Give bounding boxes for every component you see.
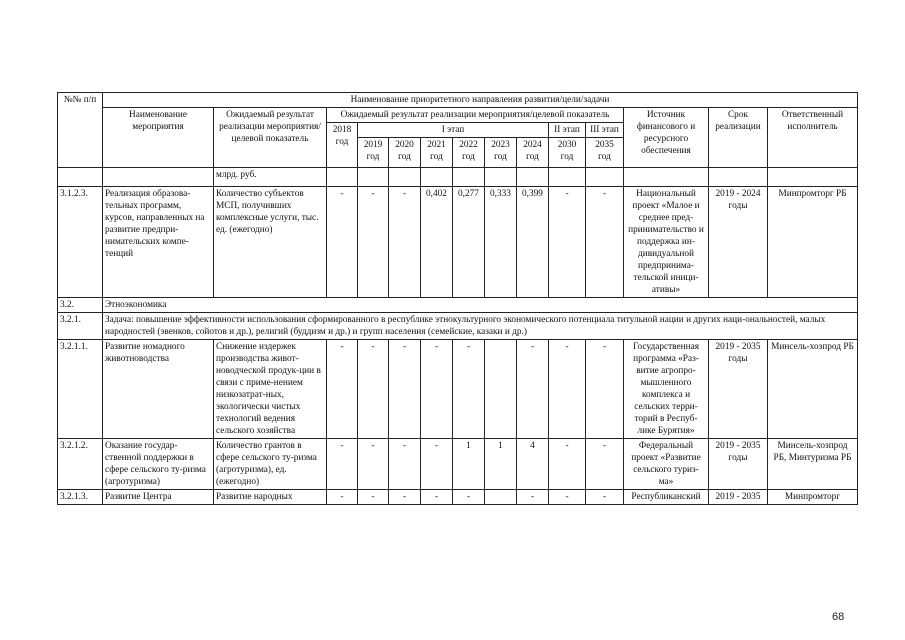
row-number: 3.2.1.3. [58, 490, 103, 505]
source-cell: Государственная программа «Раз-витие агропро-мышленного комплекса и сельских терри-торий в Респуб-лике Бурятия» [624, 340, 709, 439]
value-cell [485, 490, 517, 505]
year-header: 2022 год [453, 138, 485, 168]
section-title: Этноэкономика [103, 298, 858, 313]
indicator: Снижение издержек производства живот-новодческой продук-ции в связи с приме-нением низкозатрат-ных, экологически чистых технологий ведения сельского хозяйства [214, 340, 327, 439]
year-header: 2019 год [358, 138, 389, 168]
expected-result-header: Ожидаемый результат реализации мероприятия/целевой показатель [214, 108, 327, 168]
value-cell: - [389, 490, 421, 505]
row-number: 3.2.1.2. [58, 439, 103, 490]
value-cell: - [549, 340, 586, 439]
responsible-cell: Минсель-хозпрод РБ [768, 340, 858, 439]
year-header: 2023 год [485, 138, 517, 168]
term-cell: 2019 - 2035 [709, 490, 768, 505]
value-cell: - [389, 187, 421, 298]
value-cell: 1 [453, 439, 485, 490]
source-cell: Национальный проект «Малое и среднее пред-принимательство и поддержка ин-дивидуальной предпринима-тельской иници-ативы» [624, 187, 709, 298]
header-row-2 [58, 108, 858, 123]
event-name: Реализация образова-тельных программ, курсов, направленных на развитие предпри-нимательских компе-тенций [103, 187, 214, 298]
header-row-1 [58, 93, 858, 108]
source-cell: Федеральный проект «Развитие сельского туриз-ма» [624, 439, 709, 490]
year-header: 2024 год [517, 138, 549, 168]
value-cell: - [453, 490, 485, 505]
value-cell: - [517, 490, 549, 505]
value-cell: 4 [517, 439, 549, 490]
value-cell: - [421, 490, 453, 505]
value-cell: - [586, 439, 624, 490]
value-cell: - [389, 340, 421, 439]
value-cell: 0,399 [517, 187, 549, 298]
year-header: 2030 год [549, 138, 586, 168]
year-2018-header: 2018 год [327, 123, 358, 168]
value-cell: - [327, 187, 358, 298]
value-cell: - [549, 439, 586, 490]
stage-1-header: I этап [358, 123, 549, 138]
value-cell: - [358, 340, 389, 439]
row-number: 3.1.2.3. [58, 187, 103, 298]
value-cell: - [358, 187, 389, 298]
table-row [58, 187, 858, 298]
responsible-cell: Минпромторг [768, 490, 858, 505]
value-cell: - [421, 340, 453, 439]
stage-3-header: III этап [586, 123, 624, 138]
year-header: 2035 год [586, 138, 624, 168]
col-num-header: №№ п/п [58, 93, 103, 168]
indicator: Количество субъектов МСП, получивших комплексные услуги, тыс. ед. (ежегодно) [214, 187, 327, 298]
value-cell: - [453, 340, 485, 439]
value-cell: - [327, 490, 358, 505]
indicator: Развитие народных [214, 490, 327, 505]
value-cell: - [389, 439, 421, 490]
value-cell: - [327, 439, 358, 490]
value-cell: - [358, 490, 389, 505]
value-cell: - [586, 340, 624, 439]
value-cell: - [586, 187, 624, 298]
value-cell: - [586, 490, 624, 505]
continuation-text: млрд. руб. [214, 168, 327, 187]
responsible-cell: Минсель-хозпрод РБ, Минтуризма РБ [768, 439, 858, 490]
value-cell [485, 340, 517, 439]
value-cell: - [327, 340, 358, 439]
value-cell: 0,333 [485, 187, 517, 298]
continuation-row [58, 168, 858, 187]
value-cell: - [549, 187, 586, 298]
year-header: 2021 год [421, 138, 453, 168]
row-number: 3.2. [58, 298, 103, 313]
value-cell: - [549, 490, 586, 505]
value-cell: 0,277 [453, 187, 485, 298]
term-header: Срок реализации [709, 108, 768, 168]
event-name: Развитие номадного животноводства [103, 340, 214, 439]
value-cell: 1 [485, 439, 517, 490]
table-row [58, 439, 858, 490]
term-cell: 2019 - 2035 годы [709, 340, 768, 439]
table-row [58, 340, 858, 439]
stage-2-header: II этап [549, 123, 586, 138]
value-cell: - [358, 439, 389, 490]
value-cell: - [421, 439, 453, 490]
event-name-header: Наименование мероприятия [103, 108, 214, 168]
plan-table [57, 92, 858, 505]
page-number: 68 [832, 611, 845, 623]
task-row [58, 313, 858, 340]
year-header: 2020 год [389, 138, 421, 168]
term-cell: 2019 - 2035 годы [709, 439, 768, 490]
value-cell: 0,402 [421, 187, 453, 298]
section-row [58, 298, 858, 313]
source-cell: Республиканский [624, 490, 709, 505]
row-number: 3.2.1. [58, 313, 103, 340]
value-cell: - [517, 340, 549, 439]
responsible-header: Ответственный исполнитель [768, 108, 858, 168]
task-text: Задача: повышение эффективности использования сформированного в республике этнокультурного экономического потенциала титульной нации и других наци-ональностей, малых народностей (эвенков, сойотов и др.), религий (буддизм и др.) и групп населения (семейские, казаки и др.) [103, 313, 858, 340]
indicator: Количество грантов в сфере сельского ту-ризма (агротуризма), ед. (ежегодно) [214, 439, 327, 490]
responsible-cell: Минпромторг РБ [768, 187, 858, 298]
source-header: Источник финансового и ресурсного обеспечения [624, 108, 709, 168]
row-number: 3.2.1.1. [58, 340, 103, 439]
event-name: Развитие Центра [103, 490, 214, 505]
event-name: Оказание государ-ственной поддержки в сфере сельского ту-ризма (агротуризма) [103, 439, 214, 490]
direction-header: Наименование приоритетного направления развития/цели/задачи [103, 93, 858, 108]
expected-values-header: Ожидаемый результат реализации мероприятия/целевой показатель [327, 108, 624, 123]
table-row [58, 490, 858, 505]
term-cell: 2019 - 2024 годы [709, 187, 768, 298]
